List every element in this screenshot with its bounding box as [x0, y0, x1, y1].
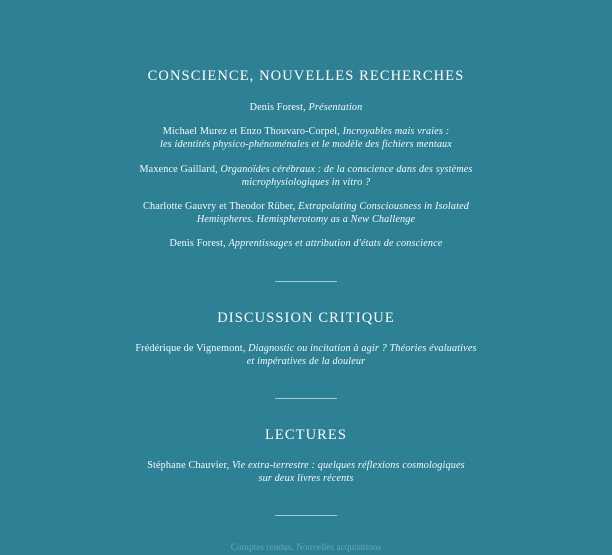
list-item: [91, 342, 521, 368]
section-lectures: [60, 427, 552, 485]
list-item: [91, 200, 521, 226]
entry-author: Charlotte Gauvry et Theodor Rüber,: [143, 201, 299, 213]
entry-title: Incroyables mais vraies :: [342, 126, 450, 138]
section-divider: [275, 515, 337, 516]
entry-author: Denis Forest,: [249, 102, 309, 113]
footer-line: Comptes rendus. Nouvelles acquisitions: [230, 543, 382, 554]
entry-title-line2: et impératives de la douleur: [246, 355, 366, 367]
entry-author: Michael Murez et Enzo Thouvaro-Corpel,: [162, 126, 343, 138]
section-discussion-critique: [60, 310, 552, 368]
spacer: [60, 485, 552, 515]
entry-author: Stéphane Chauvier,: [147, 460, 232, 472]
entry-title: Vie extra-terrestre : quelques réflexions cosmologiques: [231, 460, 465, 472]
entry-title: Diagnostic ou incitation à agir ? Théories évaluatives: [248, 342, 477, 354]
entry-title-line2: les identités physico-phénoménales et le modèle des fichiers mentaux: [160, 139, 452, 151]
list-item: [91, 163, 521, 189]
entry-title-line2: Hemispheres. Hemispherotomy as a New Challenge: [196, 214, 416, 226]
entry-list: [60, 342, 552, 368]
entry-title-line2: microphysiologiques in vitro ?: [241, 176, 371, 188]
section-title: DISCUSSION CRITIQUE: [217, 309, 395, 326]
footer-partial-text: [60, 542, 552, 555]
spacer: [60, 399, 552, 427]
list-item: [91, 237, 521, 250]
entry-list: [60, 101, 552, 251]
section-conscience: [60, 0, 552, 251]
section-divider: [275, 281, 337, 282]
entry-title: Apprentissages et attribution d'états de conscience: [228, 238, 443, 250]
spacer: [60, 282, 552, 310]
entry-title: Organoïdes cérébraux : de la conscience dans des systèmes: [220, 163, 473, 175]
list-item: [91, 125, 521, 151]
entry-author: Maxence Gaillard,: [139, 163, 221, 175]
entry-title: Présentation: [308, 102, 363, 113]
entry-list: [60, 459, 552, 485]
entry-author: Denis Forest,: [169, 238, 229, 250]
list-item: [91, 459, 521, 485]
entry-title: Extrapolating Consciousness in Isolated: [298, 201, 469, 213]
section-title: CONSCIENCE, NOUVELLES RECHERCHES: [147, 68, 465, 84]
spacer: [60, 251, 552, 281]
section-title: LECTURES: [264, 427, 348, 444]
section-divider: [275, 398, 337, 399]
list-item: [91, 101, 521, 114]
entry-author: Frédérique de Vignemont,: [135, 342, 249, 354]
entry-title-line2: sur deux livres récents: [258, 473, 354, 485]
spacer: [60, 368, 552, 398]
